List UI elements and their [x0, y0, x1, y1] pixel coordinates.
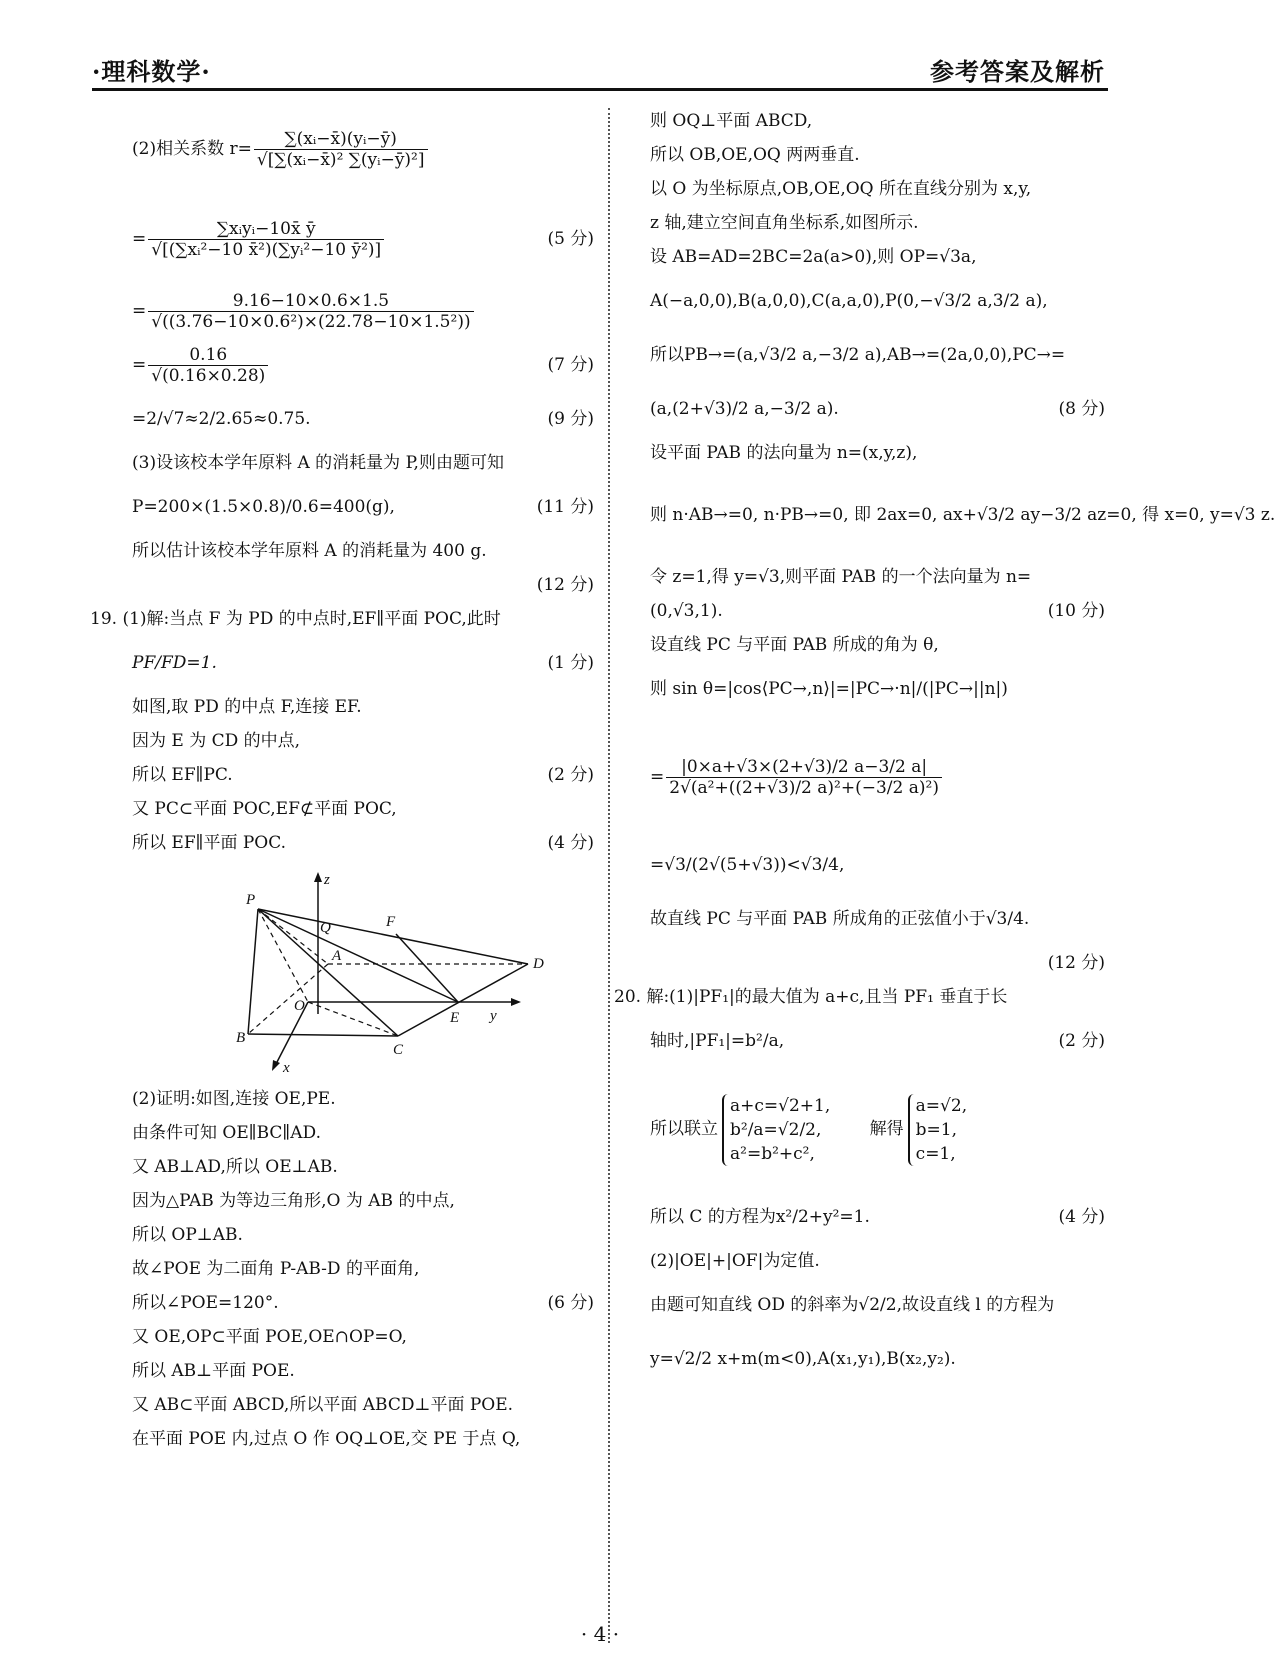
- proof-11: 在平面 POE 内,过点 O 作 OQ⊥OE,交 PE 于点 Q,: [132, 1429, 521, 1449]
- q20-equation: [650, 1190, 1105, 1244]
- r-normal-vector: 令 z=1,得 y=√3,则平面 PAB 的一个法向量为 n=: [650, 567, 1032, 587]
- corr-den: √[∑(xᵢ−x̄)² ∑(yᵢ−ȳ)²]: [256, 150, 425, 170]
- q19-step2: 因为 E 为 CD 的中点,: [132, 731, 301, 751]
- corr-expand-line: = $\frac{\text{∑xᵢyᵢ−10x̄ ȳ}}{\text{√[(∑xᵢ²−10 x̄²)(∑yᵢ²−10 ȳ²)]}}$ (5 分): [118, 194, 594, 284]
- values-den: √((3.76−10×0.6²)×(22.78−10×1.5²)): [151, 312, 471, 332]
- r-vectors: 所以PB→=(a,√3/2 a,−3/2 a),AB→=(2a,0,0),PC→=: [650, 345, 1066, 365]
- pyramid-diagram: [188, 864, 548, 1074]
- corr-result-line: [118, 392, 594, 446]
- vector-pc: (a,(2+√3)/2 a,−3/2 a).: [650, 399, 839, 419]
- corr-values-line: = $\frac{9.16-10\times 0.6\times 1.5}{\text{√((3.76−10×0.6²)×(22.78−10×1.5²))}}$: [118, 284, 594, 338]
- corr-num: ∑(xᵢ−x̄)(yᵢ−ȳ): [254, 129, 428, 150]
- q20-system-label: 所以联立: [650, 1119, 718, 1139]
- header-subject: ·理科数学·: [92, 57, 211, 86]
- x-arrow: [272, 1060, 280, 1071]
- r-sin-expand: = $\frac{|0\times a+√3\times(2+√3)/2 a-3/2 a|}{\text{2√(a²+((2+√3)/2 a)²+(−3/2 a)²)}}$: [650, 716, 1105, 838]
- r-line-3: 以 O 为坐标原点,OB,OE,OQ 所在直线分别为 x,y,: [650, 179, 1032, 199]
- label-b: B: [236, 1030, 246, 1046]
- r-system: [650, 470, 1275, 560]
- q20-eq1: a+c=√2+1,: [730, 1095, 831, 1116]
- q19-plane-parallel: 所以 EF∥平面 POC.: [132, 833, 287, 853]
- proof-6: 故∠POE 为二面角 P-AB-D 的平面角,: [132, 1259, 420, 1279]
- corr-label: (2)相关系数 r=: [132, 139, 252, 159]
- simplify-fraction: [148, 345, 268, 386]
- label-q: Q: [320, 920, 331, 936]
- q20-solution-brace: [908, 1094, 967, 1166]
- geometry-figure: [118, 864, 594, 1074]
- q20-part2: (2)|OE|+|OF|为定值.: [650, 1251, 820, 1271]
- proof-1: (2)证明:如图,连接 OE,PE.: [132, 1089, 336, 1109]
- q20-intro: 20. 解:(1)|PF₁|的最大值为 a+c,且当 PF₁ 垂直于长: [614, 987, 1008, 1007]
- r-normal-value: [650, 594, 1105, 628]
- score-6: (6 分): [547, 1293, 594, 1313]
- proof-10: 又 AB⊂平面 ABCD,所以平面 ABCD⊥平面 POE.: [132, 1395, 514, 1415]
- score-4b: (4 分): [1058, 1207, 1105, 1227]
- proof-7: [118, 1286, 594, 1320]
- score-12-line: [118, 568, 594, 602]
- score-9: (9 分): [547, 409, 594, 429]
- values-fraction: [148, 291, 473, 332]
- r-sin-formula: 则 sin θ=|cos⟨PC→,n⟩|=|PC→·n|/(|PC→||n|): [650, 679, 1008, 699]
- q19-step1: 如图,取 PD 的中点 F,连接 EF.: [132, 697, 362, 717]
- edge-pe: [258, 909, 458, 1002]
- sin-fraction: [666, 757, 942, 798]
- system-conditions: 则 n·AB→=0, n·PB→=0,: [650, 505, 849, 525]
- q20-focal-text: 轴时,|PF₁|=b²/a,: [650, 1031, 785, 1051]
- score-2: (2 分): [547, 765, 594, 785]
- sin-den: 2√(a²+((2+√3)/2 a)²+(−3/2 a)²): [669, 778, 939, 798]
- expand-fraction: [148, 219, 384, 260]
- part3-formula: P=200×(1.5×0.8)/0.6=400(g),: [132, 497, 395, 517]
- q20-solve-label: 解得: [869, 1119, 904, 1139]
- r-vector-pc: [650, 382, 1105, 436]
- edge-cd: [398, 964, 528, 1036]
- label-f: F: [386, 914, 396, 930]
- label-c: C: [393, 1042, 404, 1058]
- label-x: x: [283, 1060, 290, 1076]
- proof-5: 所以 OP⊥AB.: [132, 1225, 243, 1245]
- score-11: (11 分): [536, 497, 594, 517]
- q20-system: [650, 1068, 1105, 1190]
- z-arrow: [314, 872, 322, 882]
- score-12b: (12 分): [1047, 953, 1105, 973]
- proof-4: 因为△PAB 为等边三角形,O 为 AB 的中点,: [132, 1191, 455, 1211]
- q19-parallel: 所以 EF∥PC.: [132, 765, 233, 785]
- corr-simplify-line: = $\frac{0.16}{√(0.16\times 0.28)}$ (7 分): [118, 338, 594, 392]
- q20-sol-a: a=√2,: [915, 1095, 968, 1116]
- label-p: P: [246, 892, 256, 908]
- r-normal-intro: 设平面 PAB 的法向量为 n=(x,y,z),: [650, 443, 918, 463]
- part3-conclusion: 所以估计该校本学年原料 A 的消耗量为 400 g.: [132, 541, 487, 561]
- expand-num: ∑xᵢyᵢ−10x̄ ȳ: [148, 219, 384, 240]
- q19-step3: [118, 758, 594, 792]
- proof-9: 所以 AB⊥平面 POE.: [132, 1361, 295, 1381]
- system-solution: 得 x=0, y=√3 z.: [1142, 505, 1275, 525]
- header-rule: [92, 88, 1108, 91]
- proof-8: 又 OE,OP⊂平面 POE,OE∩OP=O,: [132, 1327, 407, 1347]
- corr-fraction: [254, 129, 428, 170]
- r-score-12-line: [650, 946, 1105, 980]
- label-e: E: [450, 1010, 460, 1026]
- q19-step4: 又 PC⊂平面 POC,EF⊄平面 POC,: [132, 799, 397, 819]
- header-title: 参考答案及解析: [930, 57, 1105, 86]
- q19-intro: 19. (1)解:当点 F 为 PD 的中点时,EF∥平面 POC,此时: [90, 609, 501, 629]
- part3-calc: [118, 480, 594, 534]
- q19-ratio-line: [118, 636, 594, 690]
- q20-slope: 由题可知直线 OD 的斜率为√2/2,故设直线 l 的方程为: [650, 1295, 1055, 1315]
- score-5: (5 分): [547, 229, 594, 249]
- part3-intro: (3)设该校本学年原料 A 的消耗量为 P,则由题可知: [132, 453, 504, 473]
- simplify-num: 0.16: [148, 345, 268, 366]
- q20-eq2: b²/a=√2/2,: [730, 1119, 822, 1140]
- y-arrow: [511, 998, 521, 1006]
- score-1: (1 分): [547, 653, 594, 673]
- expand-den: √[(∑xᵢ²−10 x̄²)(∑yᵢ²−10 ȳ²)]: [151, 240, 382, 260]
- score-7: (7 分): [547, 355, 594, 375]
- q20-line-eq: y=√2/2 x+m(m<0),A(x₁,y₁),B(x₂,y₂).: [650, 1349, 956, 1369]
- label-a: A: [332, 948, 342, 964]
- q20-focal: [650, 1014, 1105, 1068]
- r-sin-result: =√3/(2√(5+√3))<√3/4,: [650, 855, 845, 875]
- q20-system-brace: [722, 1094, 830, 1166]
- r-line-4: z 轴,建立空间直角坐标系,如图所示.: [650, 213, 919, 233]
- score-12: (12 分): [536, 575, 594, 595]
- proof-2: 由条件可知 OE∥BC∥AD.: [132, 1123, 321, 1143]
- score-8: (8 分): [1058, 399, 1105, 419]
- edge-pb: [248, 909, 258, 1034]
- sin-num: |0×a+√3×(2+√3)/2 a−3/2 a|: [666, 757, 942, 778]
- q20-sol-b: b=1,: [915, 1119, 958, 1140]
- corr-result: =2/√7≈2/2.65≈0.75.: [132, 409, 311, 429]
- edge-fe: [396, 934, 458, 1002]
- q19-ratio: PF/FD=1.: [132, 653, 217, 673]
- q19-step5: [118, 826, 594, 860]
- label-z: z: [324, 872, 330, 888]
- column-divider: [608, 108, 610, 1643]
- right-column: [614, 104, 1275, 1386]
- r-line-1: 则 OQ⊥平面 ABCD,: [650, 111, 813, 131]
- r-conclusion: 故直线 PC 与平面 PAB 所成角的正弦值小于√3/4.: [650, 909, 1030, 929]
- score-10: (10 分): [1047, 601, 1105, 621]
- corr-coef-line: [118, 104, 594, 194]
- normal-value: (0,√3,1).: [650, 601, 723, 621]
- page-number: · 4 ·: [580, 1622, 620, 1646]
- system-equations: 即 2ax=0, ax+√3/2 ay−3/2 az=0,: [854, 505, 1137, 525]
- edge-ab: [248, 964, 328, 1034]
- proof-3: 又 AB⊥AD,所以 OE⊥AB.: [132, 1157, 338, 1177]
- score-2b: (2 分): [1058, 1031, 1105, 1051]
- q20-sol-c: c=1,: [915, 1143, 956, 1164]
- r-line-2: 所以 OB,OE,OQ 两两垂直.: [650, 145, 860, 165]
- label-o: O: [294, 998, 305, 1014]
- score-4: (4 分): [547, 833, 594, 853]
- q20-eq3: a²=b²+c²,: [730, 1143, 815, 1164]
- angle-poe: 所以∠POE=120°.: [132, 1293, 279, 1313]
- edge-bc: [248, 1034, 398, 1036]
- values-num: 9.16−10×0.6×1.5: [148, 291, 473, 312]
- label-y: y: [490, 1008, 497, 1024]
- simplify-den: √(0.16×0.28): [151, 366, 266, 386]
- r-coords: A(−a,0,0),B(a,0,0),C(a,a,0),P(0,−√3/2 a,3/2 a),: [650, 291, 1048, 311]
- left-column: [90, 104, 594, 1456]
- label-d: D: [533, 956, 544, 972]
- edge-oc: [308, 1002, 398, 1036]
- q20-ellipse-eq: 所以 C 的方程为x²/2+y²=1.: [650, 1207, 870, 1227]
- r-angle-intro: 设直线 PC 与平面 PAB 所成的角为 θ,: [650, 635, 939, 655]
- r-line-5: 设 AB=AD=2BC=2a(a>0),则 OP=√3a,: [650, 247, 977, 267]
